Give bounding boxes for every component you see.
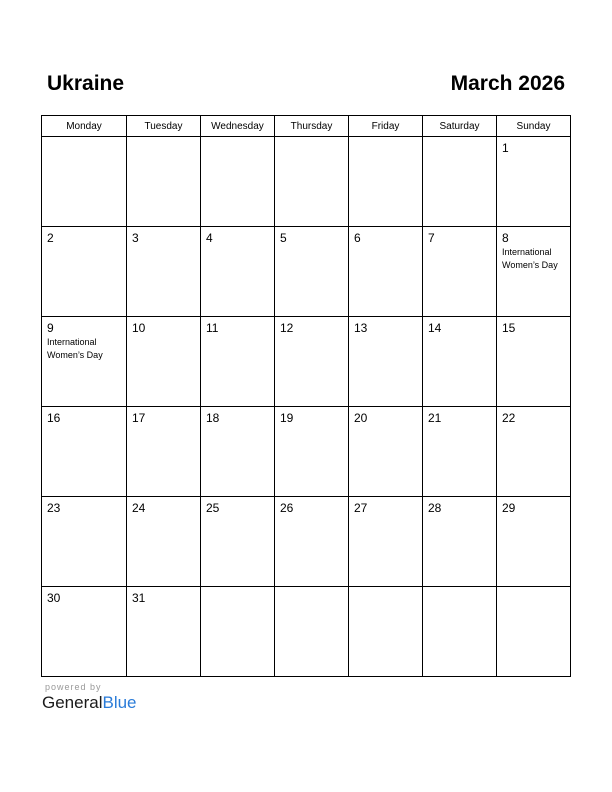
day-number: 18 <box>206 411 220 425</box>
day-cell <box>201 407 275 497</box>
day-number: 25 <box>206 501 220 515</box>
day-cell <box>42 407 127 497</box>
calendar-grid <box>41 115 571 677</box>
day-number: 28 <box>428 501 442 515</box>
day-number: 24 <box>132 501 146 515</box>
day-number: 15 <box>502 321 516 335</box>
day-number: 4 <box>206 231 213 245</box>
day-cell <box>423 587 497 677</box>
day-cell <box>349 317 423 407</box>
holiday-label: International Women’s Day <box>502 247 558 270</box>
day-cell <box>423 137 497 227</box>
day-number: 11 <box>206 321 219 335</box>
day-cell <box>497 317 571 407</box>
day-cell <box>275 227 349 317</box>
week-row <box>42 137 571 227</box>
day-cell <box>42 137 127 227</box>
logo-blue-text: Blue <box>102 693 137 712</box>
week-row <box>42 497 571 587</box>
day-cell <box>423 317 497 407</box>
day-number: 2 <box>47 231 54 245</box>
day-cell <box>275 137 349 227</box>
day-cell <box>42 317 127 407</box>
week-row <box>42 407 571 497</box>
weekday-header-saturday: Saturday <box>423 116 497 137</box>
day-number: 9 <box>47 321 54 335</box>
day-number: 31 <box>132 591 146 605</box>
day-cell <box>497 587 571 677</box>
weekday-header-monday: Monday <box>42 116 127 137</box>
day-number: 13 <box>354 321 368 335</box>
day-number: 10 <box>132 321 146 335</box>
week-row <box>42 317 571 407</box>
day-cell <box>42 497 127 587</box>
week-row <box>42 227 571 317</box>
day-number: 12 <box>280 321 294 335</box>
day-cell <box>201 317 275 407</box>
day-number: 14 <box>428 321 442 335</box>
weekday-header-thursday: Thursday <box>275 116 349 137</box>
day-cell <box>42 587 127 677</box>
day-number: 22 <box>502 411 516 425</box>
day-number: 30 <box>47 591 61 605</box>
day-cell <box>42 227 127 317</box>
logo-general-text: General <box>42 693 103 712</box>
day-cell <box>349 137 423 227</box>
day-cell <box>275 317 349 407</box>
month-year-title: March 2026 <box>450 72 565 95</box>
country-title: Ukraine <box>47 72 125 95</box>
day-number: 3 <box>132 231 139 245</box>
day-cell <box>497 497 571 587</box>
day-cell <box>275 497 349 587</box>
day-number: 21 <box>428 411 442 425</box>
weekday-header-wednesday: Wednesday <box>201 116 275 137</box>
weekday-header-sunday: Sunday <box>497 116 571 137</box>
day-cell <box>201 227 275 317</box>
day-cell <box>127 407 201 497</box>
day-cell <box>349 227 423 317</box>
day-number: 5 <box>280 231 287 245</box>
day-cell <box>275 587 349 677</box>
day-cell <box>275 407 349 497</box>
day-number: 29 <box>502 501 516 515</box>
powered-by-label: powered by <box>45 682 102 692</box>
weekday-header-row <box>42 116 571 137</box>
day-number: 27 <box>354 501 368 515</box>
generalblue-logo[interactable] <box>42 693 137 713</box>
day-cell <box>127 497 201 587</box>
day-cell <box>127 317 201 407</box>
day-cell <box>497 227 571 317</box>
day-cell <box>349 497 423 587</box>
weekday-header-friday: Friday <box>349 116 423 137</box>
day-number: 1 <box>502 141 509 155</box>
day-number: 19 <box>280 411 294 425</box>
day-cell <box>201 137 275 227</box>
day-cell <box>127 227 201 317</box>
day-cell <box>127 587 201 677</box>
holiday-label: International Women’s Day <box>47 337 103 360</box>
weekday-header-tuesday: Tuesday <box>127 116 201 137</box>
day-cell <box>201 587 275 677</box>
day-cell <box>423 497 497 587</box>
day-cell <box>423 407 497 497</box>
day-number: 26 <box>280 501 294 515</box>
day-number: 20 <box>354 411 368 425</box>
day-cell <box>497 137 571 227</box>
day-cell <box>497 407 571 497</box>
day-number: 8 <box>502 231 509 245</box>
day-cell <box>201 497 275 587</box>
day-number: 17 <box>132 411 146 425</box>
day-cell <box>423 227 497 317</box>
day-cell <box>349 407 423 497</box>
day-cell <box>127 137 201 227</box>
day-number: 6 <box>354 231 361 245</box>
day-number: 23 <box>47 501 61 515</box>
day-number: 7 <box>428 231 435 245</box>
day-number: 16 <box>47 411 61 425</box>
week-row <box>42 587 571 677</box>
day-cell <box>349 587 423 677</box>
